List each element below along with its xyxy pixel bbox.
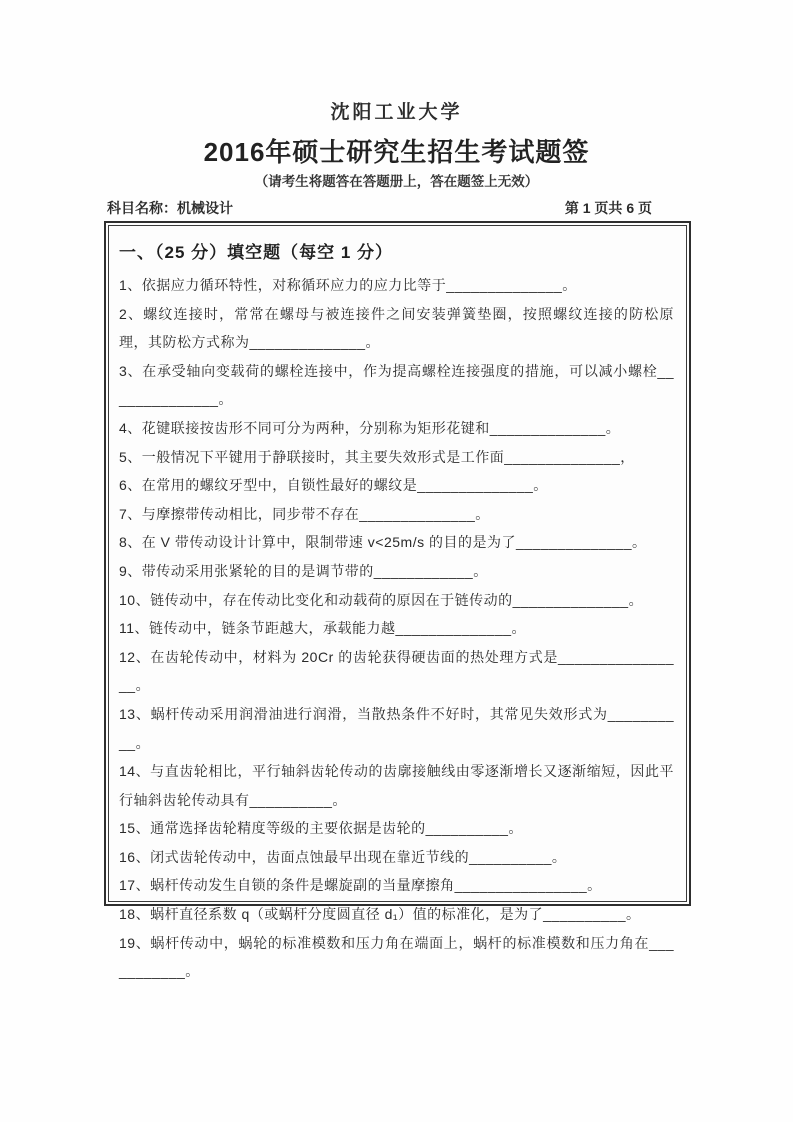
question-13: 13、蜗杆传动采用润滑油进行润滑，当散热条件不好时，其常见失效形式为__________。 [119, 705, 674, 751]
question-2: 2、螺纹连接时，常常在螺母与被连接件之间安装弹簧垫圈，按照螺纹连接的防松原理，其防松方式称为______________。 [119, 305, 674, 351]
question-10: 10、链传动中，存在传动比变化和动载荷的原因在于链传动的______________。 [119, 591, 644, 608]
page-indicator: 第 1 页共 6 页 [564, 200, 652, 216]
question-6: 6、在常用的螺纹牙型中，自锁性最好的螺纹是______________。 [119, 477, 548, 494]
question-7: 7、与摩擦带传动相比，同步带不存在______________。 [119, 505, 490, 522]
subject-name: 科目名称：机械设计 [107, 200, 233, 216]
question-19: 19、蜗杆传动中，蜗轮的标准模数和压力角在端面上，蜗杆的标准模数和压力角在___________。 [119, 934, 674, 980]
question-4: 4、花键联接按齿形不同可分为两种，分别称为矩形花键和______________。 [119, 419, 621, 436]
question-17: 17、蜗杆传动发生自锁的条件是螺旋副的当量摩擦角________________。 [119, 877, 602, 894]
question-15: 15、通常选择齿轮精度等级的主要依据是齿轮的__________。 [119, 820, 523, 837]
question-list [119, 271, 674, 986]
section-heading: 一、（25 分）填空题（每空 1 分） [119, 243, 394, 262]
question-11: 11、链传动中，链条节距越大，承载能力越______________。 [119, 620, 527, 637]
question-12: 12、在齿轮传动中，材料为 20Cr 的齿轮获得硬齿面的热处理方式是________________。 [119, 648, 674, 694]
question-1: 1、依据应力循环特性，对称循环应力的应力比等于______________。 [119, 277, 577, 293]
question-5: 5、一般情况下平键用于静联接时，其主要失效形式是工作面______________， [119, 448, 635, 465]
question-18: 18、蜗杆直径系数 q（或蜗杆分度圆直径 d₁）值的标准化，是为了__________。 [119, 906, 641, 923]
question-14: 14、与直齿轮相比，平行轴斜齿轮传动的齿廓接触线由零逐渐增长又逐渐缩短，因此平行轴斜齿轮传动具有__________。 [119, 763, 674, 808]
exam-notice: （请考生将题答在答题册上，答在题签上无效） [254, 174, 539, 189]
question-box [104, 221, 691, 980]
exam-title: 2016年硕士研究生招生考试题签 [203, 137, 590, 167]
question-16: 16、闭式齿轮传动中，齿面点蚀最早出现在靠近节线的__________。 [119, 848, 567, 865]
meta-row [107, 198, 652, 218]
question-8: 8、在 V 带传动设计计算中，限制带速 v<25m/s 的目的是为了______________。 [119, 534, 647, 551]
question-box-inner [108, 225, 687, 980]
question-9: 9、带传动采用张紧轮的目的是调节带的____________。 [119, 562, 488, 579]
question-3: 3、在承受轴向变载荷的螺栓连接中，作为提高螺栓连接强度的措施，可以减小螺栓______________。 [119, 362, 674, 408]
university-title: 沈阳工业大学 [330, 102, 463, 123]
